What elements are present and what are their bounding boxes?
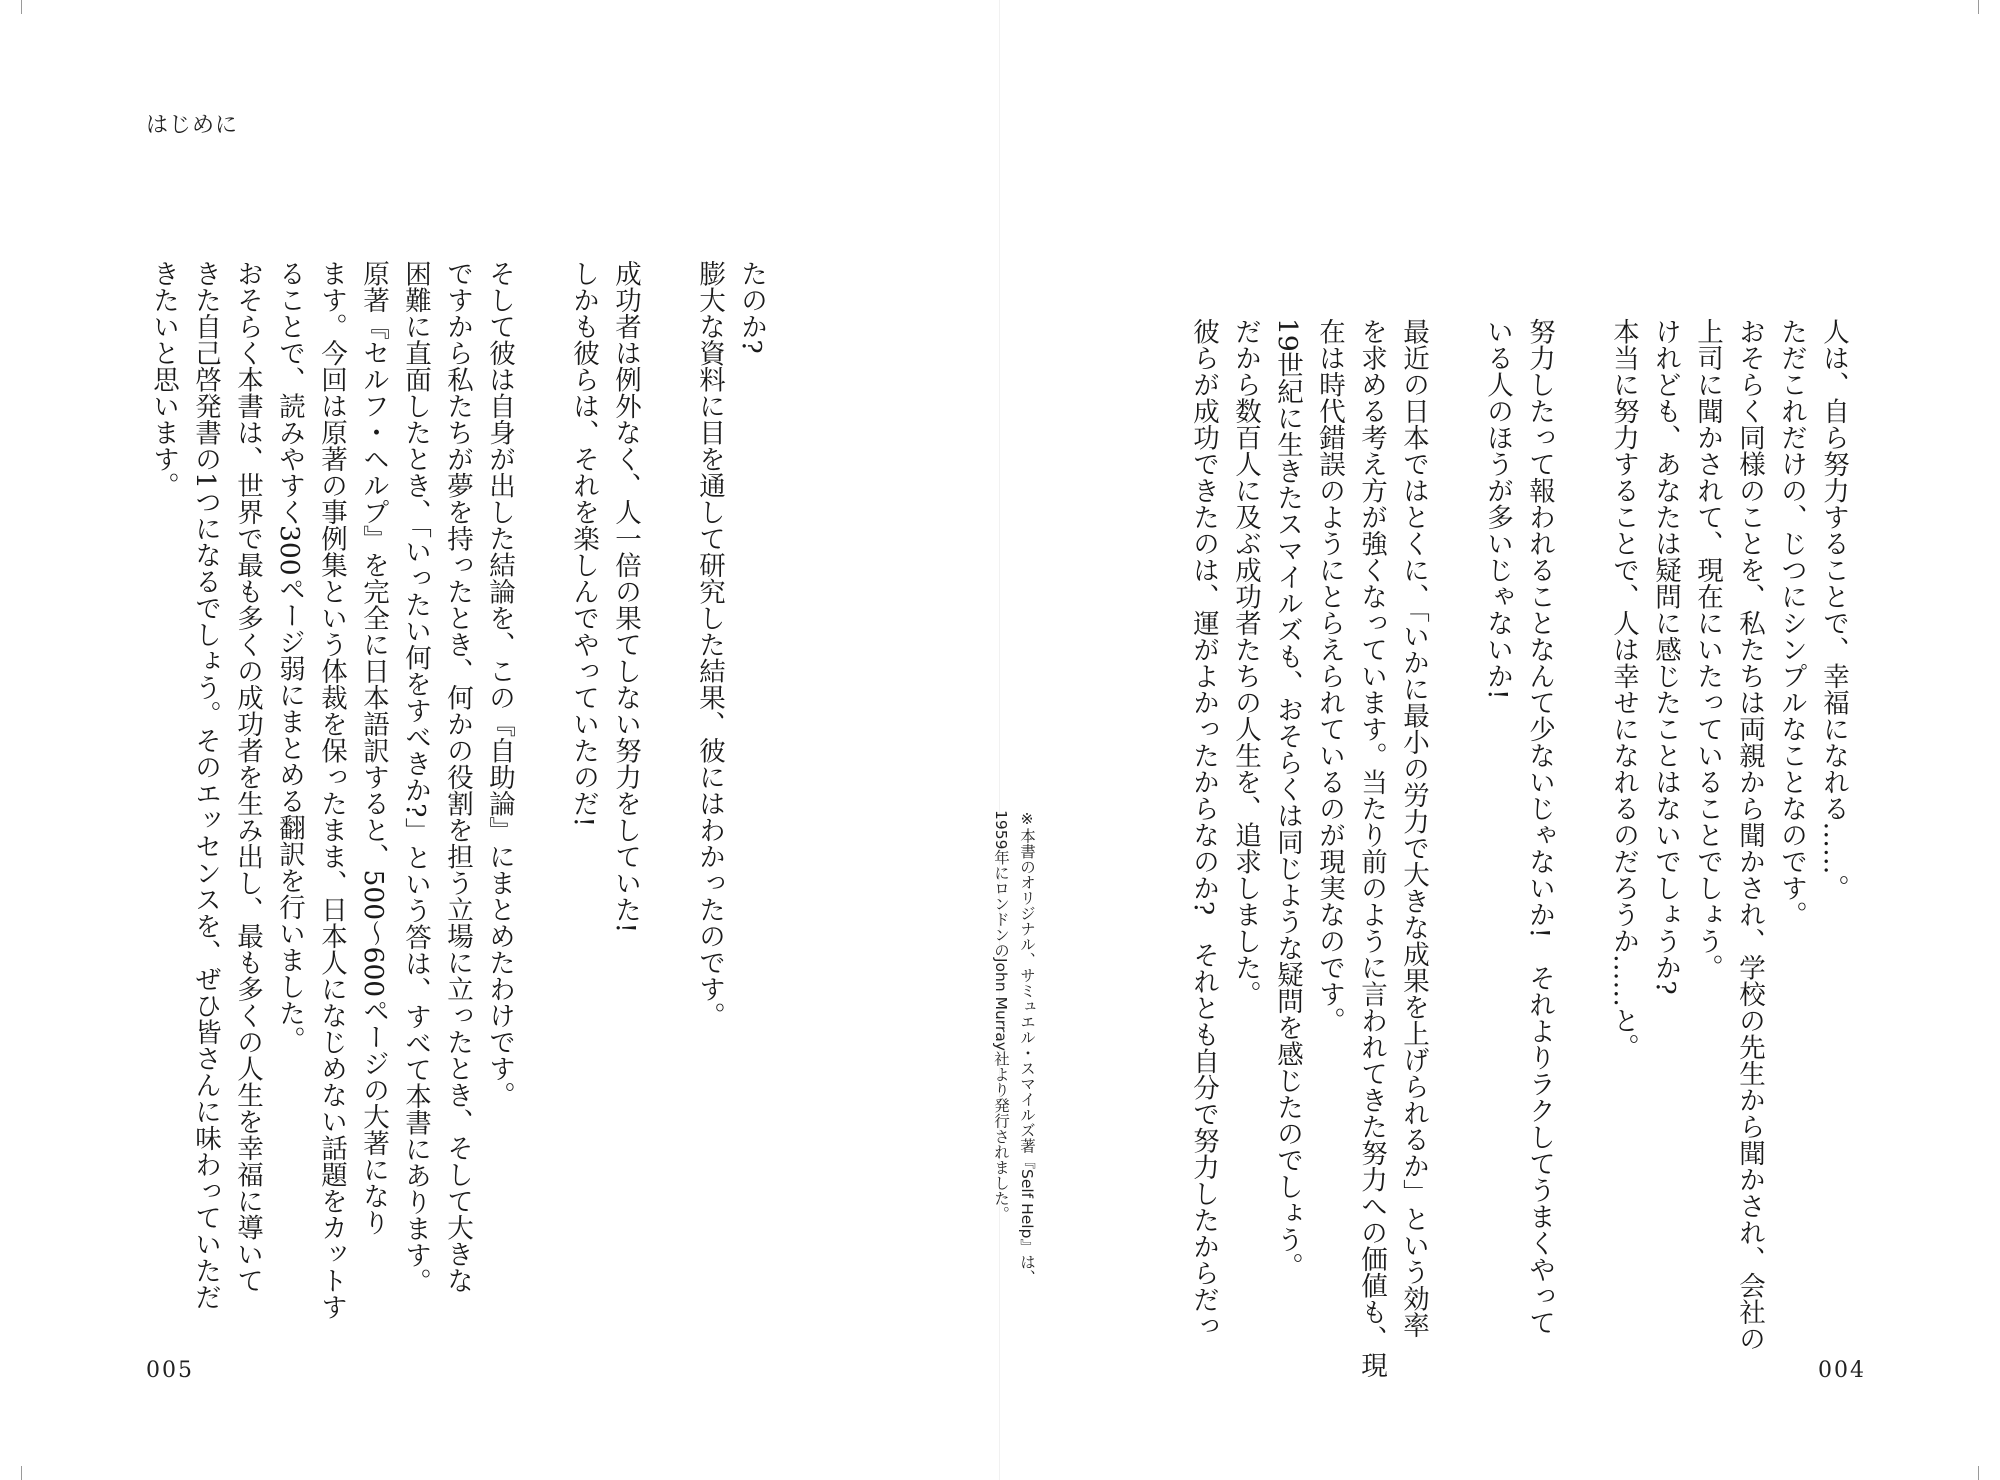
crop-mark-top-left — [21, 0, 22, 14]
crop-mark-bottom-right — [1978, 1466, 1979, 1480]
text-line: 膨大な資料に目を通して研究した結果、彼にはわかったのです。 — [694, 260, 725, 1029]
text-line: けれども、あなたは疑問に感じたことはないでしょうか? — [1650, 318, 1681, 995]
text-line: 在は時代錯誤のようにとらえられているのが現実なのです。 — [1314, 318, 1345, 1034]
text-line: そして彼は自身が出した結論を、この『自助論』にまとめたわけです。 — [484, 260, 515, 1108]
text-line: 19世紀に生きたスマイルズも、おそらくは同じような疑問を感じたのでしょう。 — [1272, 318, 1303, 1280]
paragraph-break — [1560, 318, 1602, 1328]
text-line: 上司に聞かされて、現在にいたっていることでしょう。 — [1692, 318, 1723, 981]
crop-mark-bottom-left — [21, 1466, 22, 1480]
paragraph-break — [1434, 318, 1476, 1328]
page-number-left: 005 — [146, 1358, 194, 1383]
text-line: ます。今回は原著の事例集という体裁を保ったまま、日本人になじめない話題をカットす — [316, 260, 347, 1320]
section-title: はじめに — [146, 113, 239, 138]
text-line: 最近の日本ではとくに、「いかに最小の労力で大きな成果を上げられるか」という効率 — [1398, 318, 1429, 1339]
text-line: しかも彼らは、それを楽しんでやっていたのだ! — [568, 260, 599, 828]
text-line: 彼らが成功できたのは、運がよかったからなのか? それとも自分で努力したからだっ — [1188, 318, 1219, 1340]
paragraph-break — [646, 260, 688, 1330]
page-005-body — [142, 260, 772, 1330]
text-line: 原著『セルフ・ヘルプ』を完全に日本語訳すると、500〜600ページの大著になり — [358, 260, 389, 1236]
text-line: おそらく本書は、世界で最も多くの成功者を生み出し、最も多くの人生を幸福に導いて — [232, 260, 263, 1294]
footnote-line: 1959年にロンドンのJohn Murray社より発行されました。 — [992, 810, 1010, 1222]
text-line: ることで、読みやすく300ページ弱にまとめる翻訳を行いました。 — [274, 260, 305, 1053]
text-line: ですから私たちが夢を持ったとき、何かの役割を担う立場に立ったとき、そして大きな — [442, 260, 473, 1294]
text-line: を求める考え方が強くなっています。当たり前のように言われてきた努力への価値も、現 — [1356, 318, 1387, 1378]
footnote-line: ※本書のオリジナル、サミュエル・スマイルズ著『Self Help』は、 — [1018, 810, 1036, 1285]
text-line: 人は、自ら努力することで、幸福になれる……。 — [1818, 318, 1849, 901]
text-line: 努力したって報われることなんて少ないじゃないか! それよりラクしてうまくやって — [1524, 318, 1555, 1336]
page-number-right: 004 — [1818, 1358, 1866, 1383]
text-line: だから数百人に及ぶ成功者たちの人生を、追求しました。 — [1230, 318, 1261, 1007]
text-line: たのか? — [736, 260, 767, 354]
text-line: おそらく同様のことを、私たちは両親から聞かされ、学校の先生から聞かされ、会社の — [1734, 318, 1765, 1352]
text-line: きたいと思います。 — [148, 260, 179, 499]
crop-mark-top-right — [1978, 0, 1979, 14]
text-line: 困難に直面したとき、「いったい何をすべきか?」という答は、すべて本書にあります。 — [400, 260, 431, 1295]
text-line: きた自己啓発書の1つになるでしょう。そのエッセンスを、ぜひ皆さんに味わっていただ — [190, 260, 221, 1311]
text-line: いる人のほうが多いじゃないか! — [1482, 318, 1513, 700]
text-line: 成功者は例外なく、人一倍の果てしない努力をしていた! — [610, 260, 641, 934]
footnote — [988, 810, 1040, 1285]
paragraph-break — [520, 260, 562, 1330]
text-line: 本当に努力することで、人は幸せになれるのだろうか……と。 — [1608, 318, 1639, 1060]
text-line: ただこれだけの、じつにシンプルなことなのです。 — [1776, 318, 1807, 928]
